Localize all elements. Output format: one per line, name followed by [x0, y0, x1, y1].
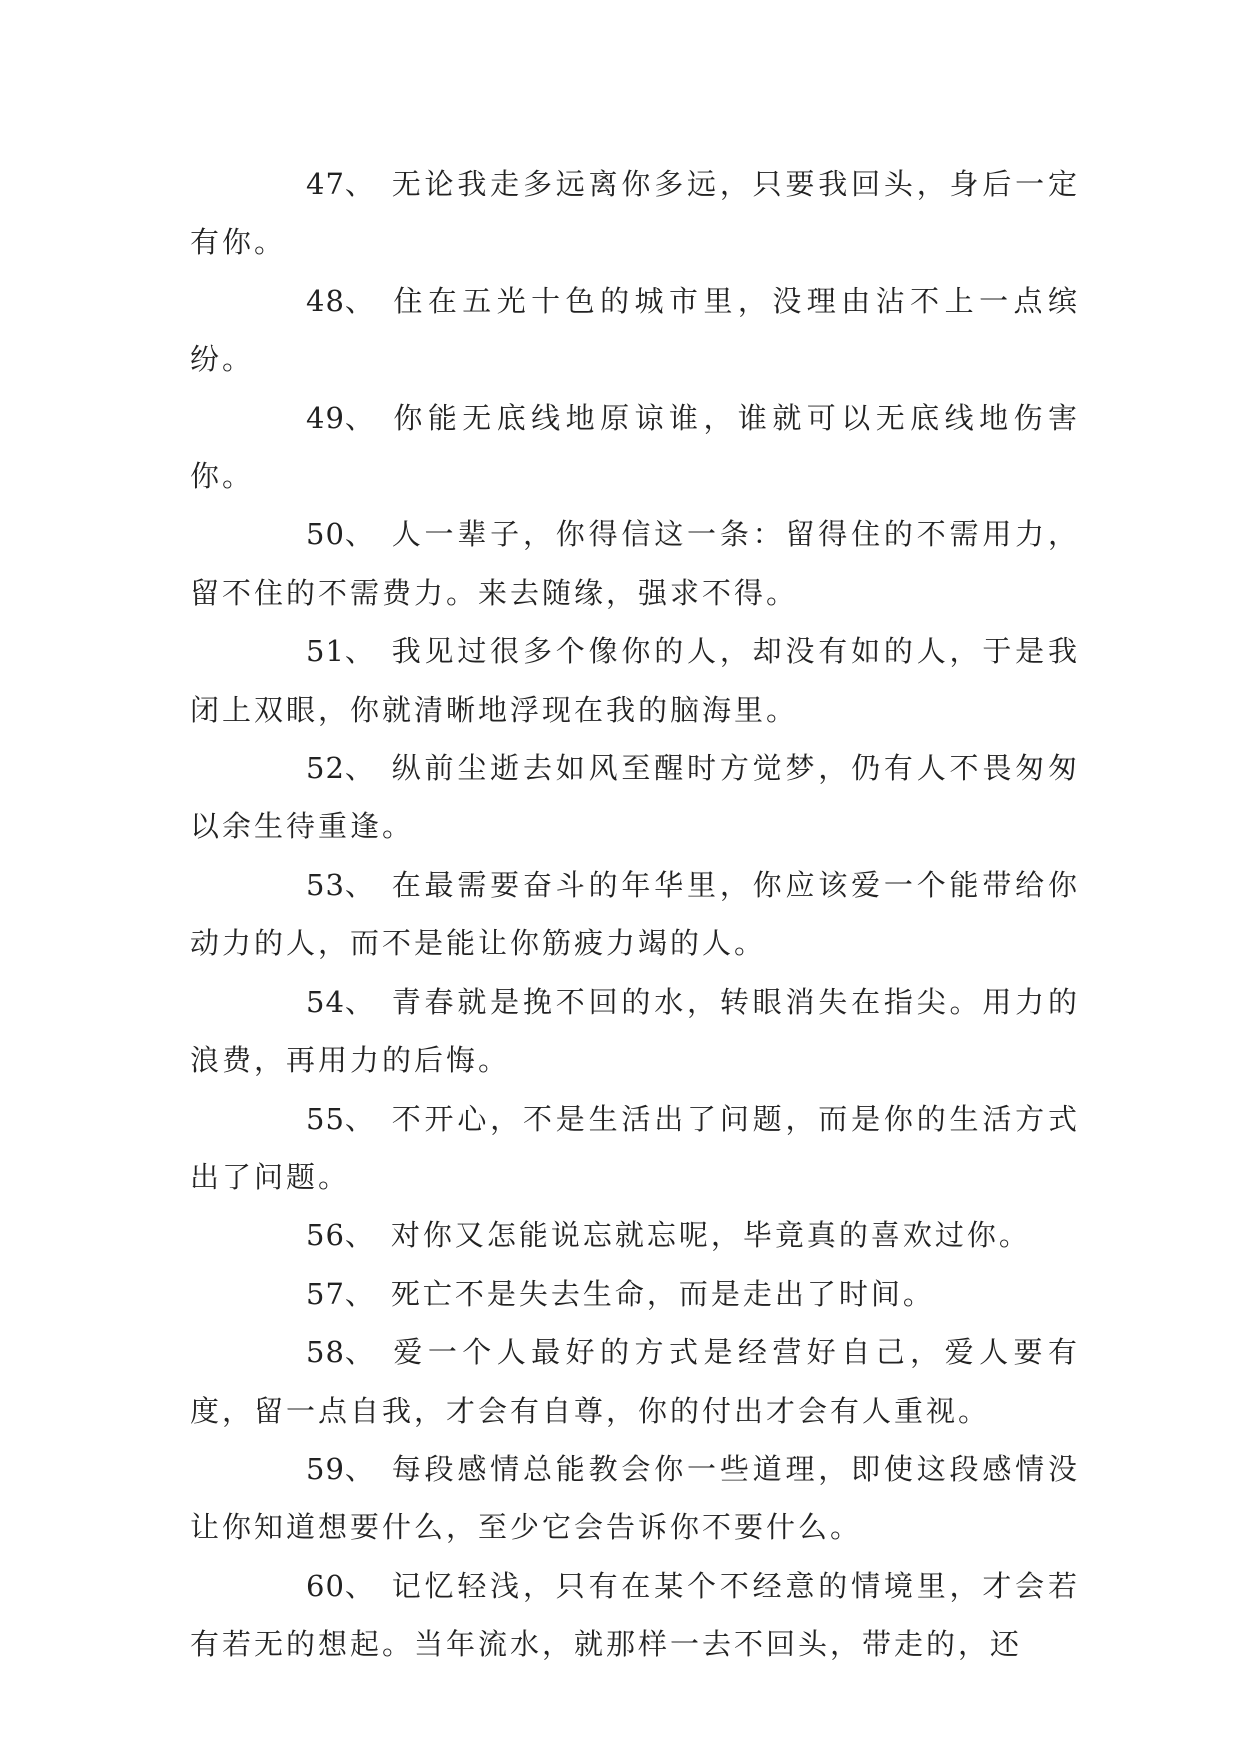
list-item [190, 155, 1080, 272]
item-number: 58、 [306, 1335, 375, 1370]
list-item [190, 1206, 1080, 1264]
item-number: 54、 [306, 984, 375, 1019]
item-text: 无论我走多远离你多远，只要我回头，身后一定有你。 [190, 167, 1080, 260]
item-number: 51、 [306, 634, 375, 669]
item-number: 48、 [306, 283, 375, 318]
item-number: 47、 [306, 167, 375, 201]
item-text: 不开心，不是生活出了问题，而是你的生活方式出了问题。 [190, 1101, 1080, 1194]
list-item [190, 739, 1080, 856]
item-number: 53、 [306, 867, 375, 902]
item-text: 你能无底线地原谅谁，谁就可以无底线地伤害你。 [190, 400, 1080, 494]
item-number: 60、 [306, 1568, 375, 1603]
list-item [190, 856, 1080, 973]
item-number: 55、 [306, 1101, 375, 1136]
item-text: 人一辈子，你得信这一条：留得住的不需用力，留不住的不需费力。来去随缘，强求不得。 [190, 517, 1080, 610]
item-text: 青春就是挽不回的水，转眼消失在指尖。用力的浪费，再用力的后悔。 [190, 984, 1080, 1078]
list-item [190, 1557, 1080, 1674]
item-number: 56、 [306, 1218, 375, 1253]
list-item [190, 272, 1080, 389]
list-item [190, 1090, 1080, 1207]
item-text: 对你又怎能说忘就忘呢，毕竟真的喜欢过你。 [390, 1218, 1031, 1253]
item-number: 49、 [306, 400, 375, 435]
quote-list [190, 155, 1080, 1674]
item-text: 在最需要奋斗的年华里，你应该爱一个能带给你动力的人，而不是能让你筋疲力竭的人。 [190, 867, 1080, 961]
list-item [190, 505, 1080, 622]
item-text: 我见过很多个像你的人，却没有如的人，于是我闭上双眼，你就清晰地浮现在我的脑海里。 [190, 634, 1080, 727]
list-item [190, 622, 1080, 739]
item-text: 爱一个人最好的方式是经营好自己，爱人要有度，留一点自我，才会有自尊，你的付出才会有人重视。 [190, 1335, 1080, 1428]
item-text: 死亡不是失去生命，而是走出了时间。 [390, 1276, 935, 1311]
list-item [190, 1265, 1080, 1323]
item-number: 57、 [306, 1276, 375, 1311]
list-item [190, 973, 1080, 1090]
item-text: 记忆轻浅，只有在某个不经意的情境里，才会若有若无的想起。当年流水，就那样一去不回头，带走的，还 [190, 1568, 1080, 1662]
item-number: 50、 [306, 517, 375, 552]
item-text: 纵前尘逝去如风至醒时方觉梦，仍有人不畏匆匆以余生待重逢。 [190, 751, 1080, 844]
list-item [190, 1440, 1080, 1557]
item-text: 每段感情总能教会你一些道理，即使这段感情没让你知道想要什么，至少它会告诉你不要什么。 [190, 1451, 1080, 1545]
item-number: 52、 [306, 751, 375, 786]
item-number: 59、 [306, 1451, 375, 1486]
list-item [190, 389, 1080, 506]
list-item [190, 1323, 1080, 1440]
item-text: 住在五光十色的城市里，没理由沾不上一点缤纷。 [190, 283, 1080, 377]
